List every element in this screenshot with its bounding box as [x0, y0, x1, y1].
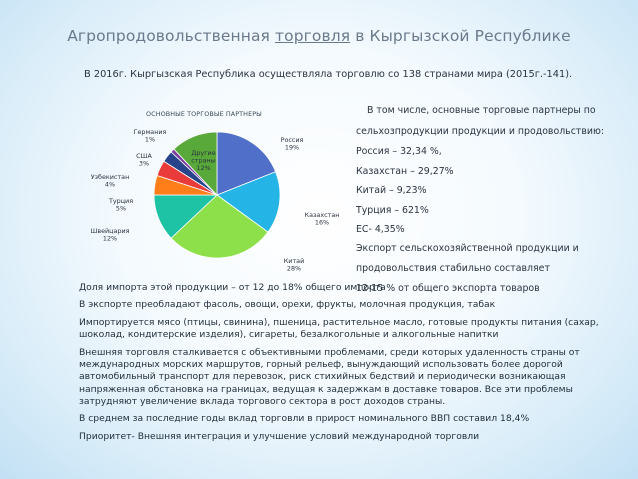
body-paragraph: В экспорте преобладают фасоль, овощи, орехи, фрукты, молочная продукция, табак	[79, 299, 496, 311]
partners-line: Экспорт сельскохозяйственной продукции и	[356, 243, 579, 254]
title-part-1: Агропродовольственная	[67, 27, 276, 45]
partners-line: ЕС- 4,35%	[356, 224, 405, 235]
body-paragraph: Импортируется мясо (птицы, свинина), пшеница, растительное масло, готовые продукты питания (сахар, шоколад, кондитерские изделия), сигареты, безалкогольные и алкогольные напитки	[79, 316, 599, 341]
partners-line: продовольствия стабильно составляет	[356, 263, 550, 274]
partners-line: Турция – 621%	[356, 205, 429, 216]
slice-name-label: Казахстан	[304, 211, 340, 219]
slide-title	[0, 27, 638, 45]
body-paragraph: Доля импорта этой продукции – от 12 до 18% общего импорта	[79, 282, 386, 293]
body-paragraph: Внешняя торговля сталкивается с объективными проблемами, среди которых удаленность страны от международных морских маршрутов, горный рельеф, вынуждающий использовать более дорогой автомобильный транспорт для перевозок, риск стихийных бедствий и периодически возникающая напряженная обстановка на границах, ведущая к задержкам в доставке товаров. Все эти проблемы затрудняют увеличение вклада торгового сектора в рост доходов страны.	[79, 346, 580, 407]
partners-line: 12-15 % от общего экспорта товаров	[356, 283, 540, 294]
slice-name-label: Швейцария	[90, 227, 130, 235]
slice-name-label: США	[136, 152, 152, 160]
partners-line: сельхозпродукции продукции и продовольствию:	[356, 126, 604, 137]
slice-name-label: Турция	[108, 197, 134, 205]
pie-svg	[70, 100, 360, 278]
slice-label: 12%	[196, 163, 211, 172]
body-paragraph: В среднем за последние годы вклад торговли в прирост номинального ВВП составил 18,4%	[79, 413, 530, 425]
partners-line: Россия – 32,34 %,	[356, 146, 442, 157]
slice-label: страны	[191, 156, 216, 165]
slice-value-label: 3%	[138, 159, 150, 168]
slice-value-label: 28%	[286, 264, 302, 273]
intro-text: В 2016г. Кыргызская Республика осуществляла торговлю со 138 странами мира (2015г.-141).	[84, 69, 573, 80]
slice-value-label: 12%	[102, 234, 118, 243]
partners-line: В том числе, основные торговые партнеры по	[367, 105, 596, 116]
slice-name-label: Узбекистан	[90, 173, 130, 181]
slice-name-label: Россия	[280, 136, 304, 144]
chart-title: ОСНОВНЫЕ ТОРГОВЫЕ ПАРТНЕРЫ	[146, 110, 262, 118]
title-part-2: торговля	[275, 27, 351, 45]
pie-chart	[70, 100, 360, 278]
partners-line: Казахстан – 29,27%	[356, 166, 454, 177]
slice-value-label: 16%	[314, 218, 330, 227]
body-text	[79, 282, 619, 448]
body-paragraph: Приоритет- Внешняя интеграция и улучшение условий международной торговли	[79, 430, 480, 442]
slice-value-label: 4%	[104, 180, 116, 189]
slice-name-label: Китай	[283, 257, 305, 265]
slice-label: Другие	[191, 149, 216, 157]
slice-value-label: 1%	[144, 135, 156, 144]
slice-value-label: 5%	[115, 204, 127, 213]
slice-value-label: 19%	[284, 143, 300, 152]
title-part-3: в Кыргызской Республике	[350, 27, 571, 45]
slice-name-label: Германия	[133, 128, 167, 136]
partners-line: Китай – 9,23%	[356, 185, 427, 196]
